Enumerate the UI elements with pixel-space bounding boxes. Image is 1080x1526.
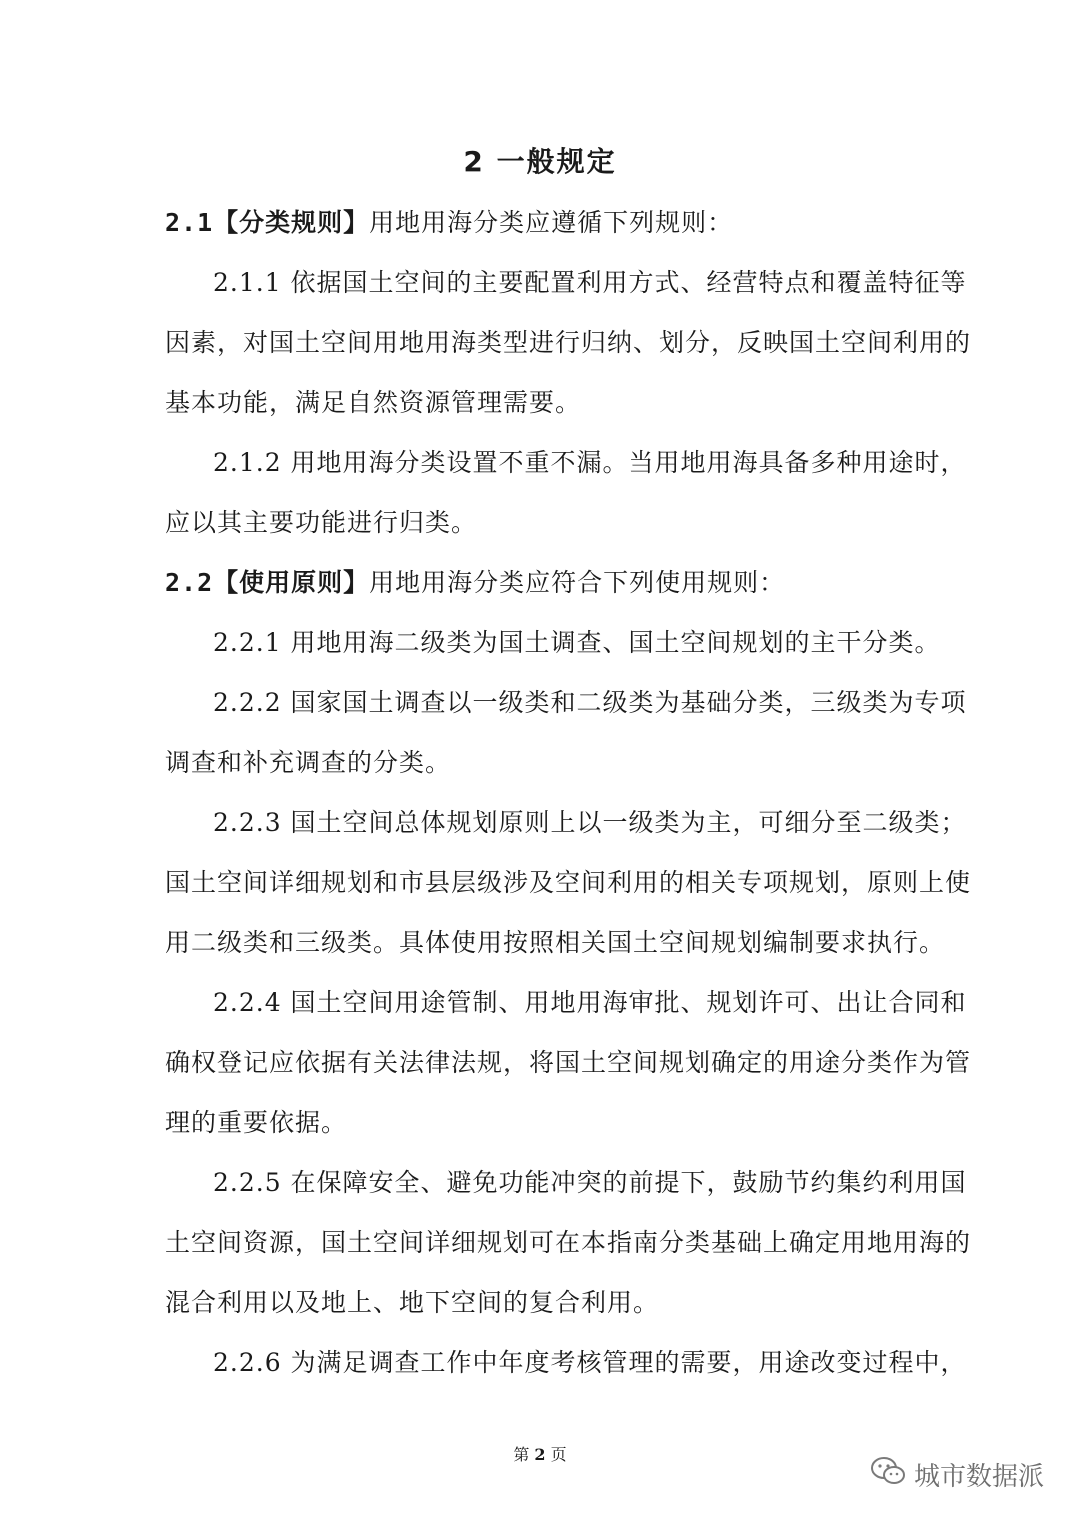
paragraph-line: 2.2.6 为满足调查工作中年度考核管理的需要，用途改变过程中， [213,1348,967,1377]
section-number: 2.1 [165,208,214,237]
paragraph-line: 2.2.5 在保障安全、避免功能冲突的前提下，鼓励节约集约利用国 [213,1168,967,1197]
section-text: 用地用海分类应遵循下列规则： [369,208,734,237]
paragraph-line: 基本功能，满足自然资源管理需要。 [165,388,582,417]
wechat-icon [870,1455,906,1494]
section-number: 2.2 [165,568,214,597]
paragraph-line: 2.2.1 用地用海二级类为国土调查、国土空间规划的主干分类。 [213,628,941,657]
page-prefix: 第 [513,1445,530,1464]
paragraph-line: 土空间资源，国土空间详细规划可在本指南分类基础上确定用地用海的 [165,1228,972,1257]
section-2-1-heading [165,205,955,241]
watermark [870,1455,1044,1494]
watermark-text: 城市数据派 [913,1462,1044,1492]
paragraph-line: 2.2.2 国家国土调查以一级类和二级类为基础分类，三级类为专项 [213,688,967,717]
section-tag: 【使用原则】 [213,568,370,597]
paragraph-line: 2.2.3 国土空间总体规划原则上以一级类为主，可细分至二级类； [213,808,967,837]
paragraph-line: 用二级类和三级类。具体使用按照相关国土空间规划编制要求执行。 [165,928,946,957]
paragraph-line: 国土空间详细规划和市县层级涉及空间利用的相关专项规划，原则上使 [165,868,972,897]
paragraph-line: 调查和补充调查的分类。 [165,748,452,777]
paragraph-line: 2.1.2 用地用海分类设置不重不漏。当用地用海具备多种用途时， [213,448,967,477]
paragraph-line: 混合利用以及地上、地下空间的复合利用。 [165,1288,660,1317]
paragraph-line: 2.1.1 依据国土空间的主要配置利用方式、经营特点和覆盖特征等 [213,268,967,297]
paragraph-line: 2.2.4 国土空间用途管制、用地用海审批、规划许可、出让合同和 [213,988,967,1017]
paragraph-line: 确权登记应依据有关法律法规，将国土空间规划确定的用途分类作为管 [165,1048,972,1077]
page-suffix: 页 [550,1445,567,1464]
paragraph-line: 因素，对国土空间用地用海类型进行归纳、划分，反映国土空间利用的 [165,328,972,357]
page-number: 2 [534,1445,546,1464]
section-tag: 【分类规则】 [213,208,370,237]
chapter-title: 2 一般规定 [463,145,617,178]
paragraph-line: 理的重要依据。 [165,1108,348,1137]
section-text: 用地用海分类应符合下列使用规则： [369,568,786,597]
section-2-2-heading [165,565,955,601]
paragraph-line: 应以其主要功能进行归类。 [165,508,478,537]
